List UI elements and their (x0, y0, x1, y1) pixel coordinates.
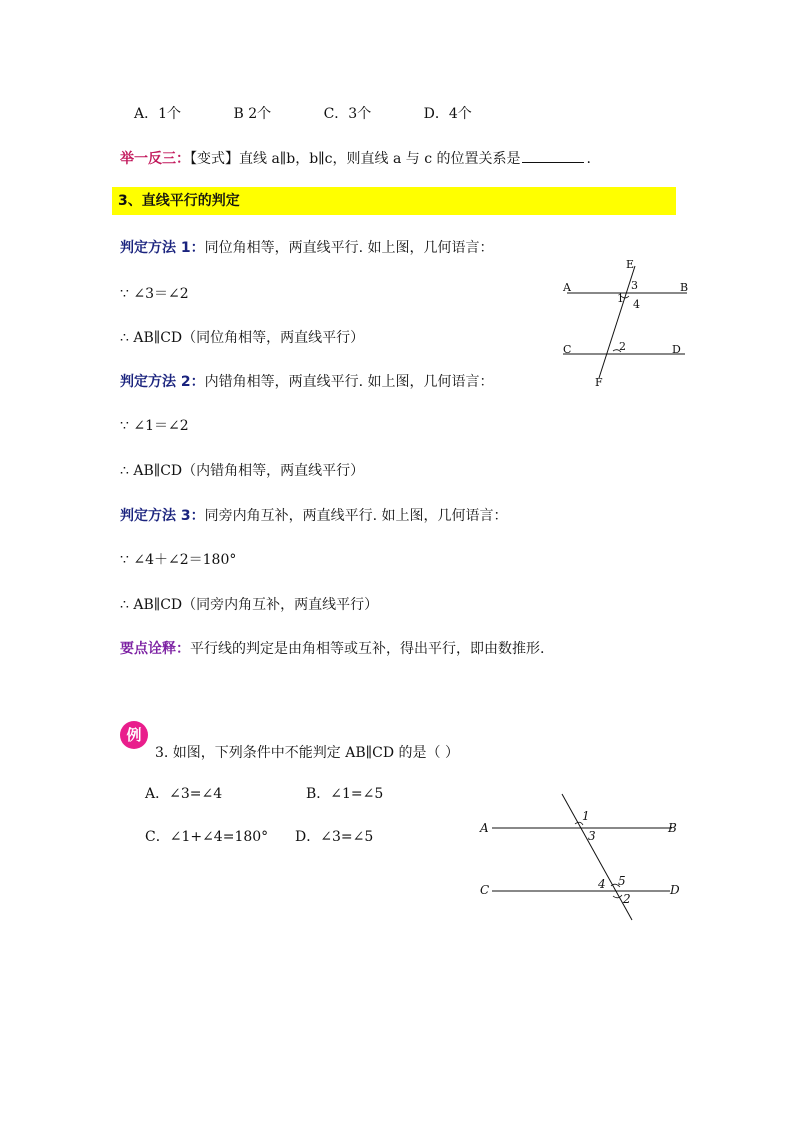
angle-label-4: 4 (633, 298, 640, 311)
example-option-b[interactable]: B．∠1=∠5 (306, 786, 384, 802)
option-a: A．1个 (134, 106, 182, 122)
point-f: F (595, 376, 603, 389)
variation-end: . (586, 151, 591, 167)
angle-label-5: 5 (618, 874, 626, 888)
angle-label-3: 3 (588, 829, 596, 843)
option-d: D．4个 (423, 106, 472, 122)
example-option-c[interactable]: C．∠1+∠4=180° (145, 829, 269, 845)
option-b: B 2个 (233, 106, 272, 122)
method1-text: 同位角相等，两直线平行. 如上图，几何语言： (204, 240, 494, 256)
point-a: A (480, 821, 489, 835)
point-d: D (672, 343, 681, 356)
point-c: C (480, 883, 490, 897)
answer-blank[interactable] (522, 150, 584, 163)
variation-label: 举一反三： (120, 151, 190, 167)
point-e: E (626, 258, 635, 271)
section-header: 3、直线平行的判定 (112, 187, 676, 215)
method1-line (120, 237, 494, 257)
variation-text: 【变式】直线 a∥b，b∥c，则直线 a 与 c 的位置关系是 (190, 151, 521, 167)
key-point-label: 要点诠释： (120, 641, 190, 657)
method2-line (120, 371, 494, 391)
example-question: 3. 如图，下列条件中不能判定 AB∥CD 的是（ ） (155, 745, 459, 761)
angle-label-4: 4 (598, 877, 606, 891)
angle-label-2: 2 (619, 340, 626, 353)
angle-label-3: 3 (631, 279, 638, 292)
example-badge: 例 (120, 721, 148, 749)
top-options (134, 103, 520, 123)
angle-label-1: 1 (582, 809, 590, 823)
method3-because: ∵ ∠4＋∠2＝180° (120, 552, 237, 568)
method1-therefore: ∴ AB∥CD（同位角相等，两直线平行） (120, 330, 365, 346)
variation-line (120, 148, 591, 168)
point-b: B (668, 821, 677, 835)
method2-therefore: ∴ AB∥CD（内错角相等，两直线平行） (120, 463, 365, 479)
angle-label-1: 1 (617, 292, 624, 305)
method1-because: ∵ ∠3＝∠2 (120, 286, 189, 302)
example-option-d[interactable]: D．∠3=∠5 (295, 829, 374, 845)
method2-label: 判定方法 2： (120, 374, 205, 390)
method3-therefore: ∴ AB∥CD（同旁内角互补，两直线平行） (120, 597, 379, 613)
transversal-ef (599, 266, 635, 378)
example-option-a[interactable]: A．∠3=∠4 (145, 786, 223, 802)
method2-text: 内错角相等，两直线平行. 如上图，几何语言： (204, 374, 494, 390)
key-point-line (120, 638, 544, 658)
point-d: D (670, 883, 680, 897)
option-c: C．3个 (323, 106, 372, 122)
angle-label-2: 2 (623, 892, 631, 906)
transversal (562, 794, 632, 920)
method1-label: 判定方法 1： (120, 240, 205, 256)
angle-arc-2 (613, 895, 622, 898)
figure-parallel-lines-1 (555, 252, 705, 392)
point-c: C (563, 343, 572, 356)
point-b: B (680, 281, 689, 294)
point-a: A (563, 281, 571, 294)
key-point-text: 平行线的判定是由角相等或互补，得出平行，即由数推形. (190, 641, 545, 657)
method3-text: 同旁内角互补，两直线平行. 如上图，几何语言： (204, 508, 508, 524)
method3-line (120, 505, 508, 525)
figure-parallel-lines-2 (470, 790, 690, 925)
method3-label: 判定方法 3： (120, 508, 205, 524)
method2-because: ∵ ∠1＝∠2 (120, 418, 189, 434)
